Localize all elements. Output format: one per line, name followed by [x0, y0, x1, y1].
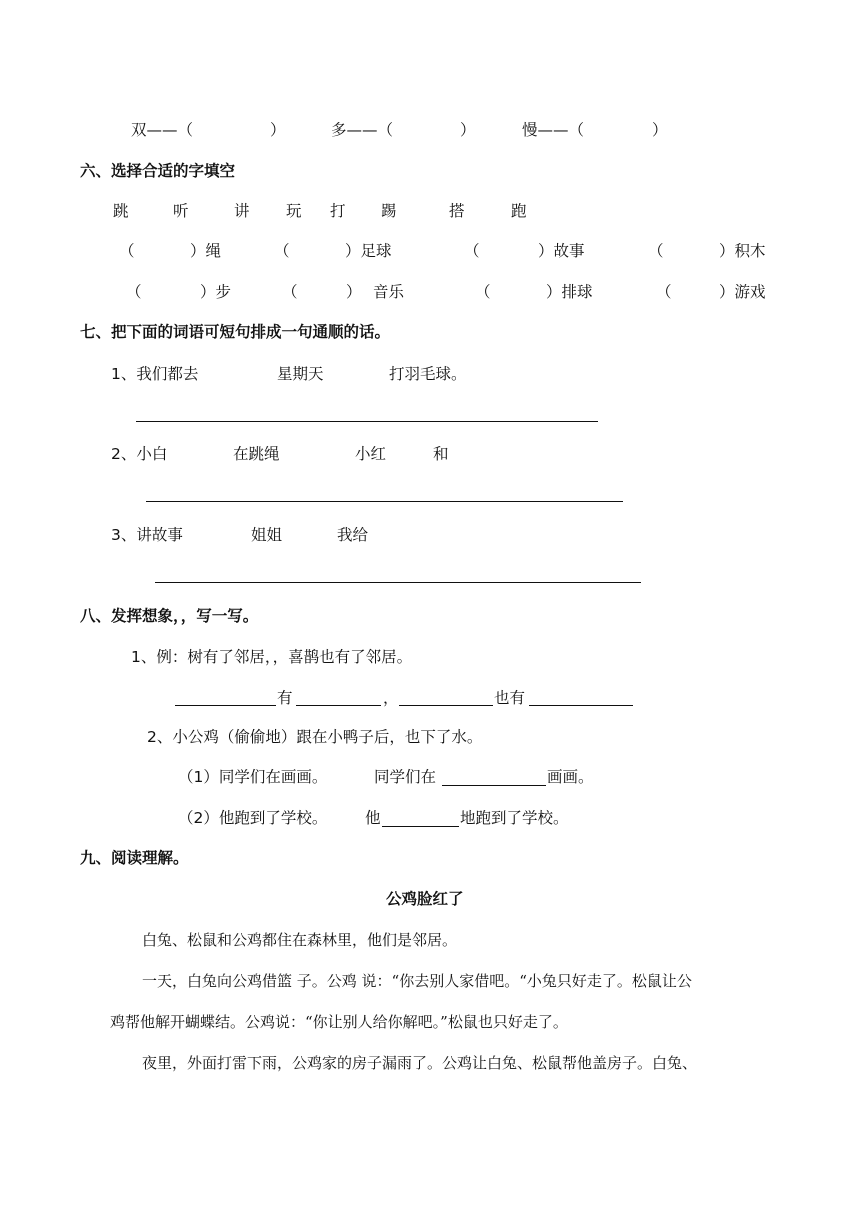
fill-open: （ [126, 283, 142, 301]
sub-suffix: 地跑到了学校。 [460, 809, 569, 827]
sub-prefix: 同学们在 [374, 768, 437, 786]
answer-line-1[interactable] [136, 421, 598, 422]
fill-open: （ [475, 283, 491, 301]
fill-open: （ [282, 283, 298, 301]
char-option: 搭 [449, 202, 465, 220]
section6-title: 六、选择合适的字填空 [80, 162, 236, 180]
answer-line-2[interactable] [146, 501, 623, 502]
fill-open: （ [464, 242, 480, 260]
opposite-2-label: 多——（ [331, 121, 394, 139]
fill-word: ）游戏 [719, 283, 766, 301]
story-paragraph: 夜里，外面打雷下雨，公鸡家的房子漏雨了。公鸡让白兔、松鼠帮他盖房子。白兔、 [142, 1054, 698, 1072]
fill-word: ）排球 [546, 283, 593, 301]
fill-word: 音乐 [373, 283, 405, 301]
section7-title: 七、把下面的词语可短句排成一句通顺的话。 [80, 323, 391, 341]
opposite-3-label: 慢——（ [522, 121, 585, 139]
opposite-1-close: ） [270, 121, 286, 139]
fill-word: ）积木 [719, 242, 766, 260]
blank-connector: 也有 [494, 689, 526, 707]
blank-5[interactable] [442, 785, 546, 786]
phrase: 和 [433, 445, 449, 463]
blank-4[interactable] [529, 705, 633, 706]
opposite-1-label: 双——（ [131, 121, 194, 139]
section9-title: 九、阅读理解。 [80, 849, 189, 867]
example-sentence: 1、例：树有了邻居，，喜鹊也有了邻居。 [131, 648, 413, 666]
fill-open: （ [274, 242, 290, 260]
phrase: 2、小白 [111, 445, 168, 463]
char-option: 玩 [286, 202, 302, 220]
char-option: 讲 [234, 202, 250, 220]
fill-word: ）故事 [538, 242, 585, 260]
phrase: 姐姐 [251, 526, 283, 544]
phrase: 我给 [337, 526, 369, 544]
phrase: 在跳绳 [233, 445, 280, 463]
sub-sentence: （1）同学们在画画。 [178, 768, 328, 786]
blank-connector: ， [383, 689, 399, 707]
story-paragraph: 白兔、松鼠和公鸡都住在森林里，他们是邻居。 [142, 931, 458, 949]
char-option: 跳 [113, 202, 129, 220]
sub-suffix: 画画。 [547, 768, 594, 786]
blank-1[interactable] [175, 705, 276, 706]
phrase: 小红 [355, 445, 387, 463]
phrase: 星期天 [277, 365, 324, 383]
story-paragraph: 鸡帮他解开蝴蝶结。公鸡说：“你让别人给你解吧。”松鼠也只好走了。 [110, 1013, 568, 1031]
char-option: 跑 [511, 202, 527, 220]
answer-line-3[interactable] [155, 582, 641, 583]
fill-word: ）绳 [190, 242, 222, 260]
sub-prefix: 他 [365, 809, 381, 827]
fill-word: ）足球 [345, 242, 392, 260]
char-option: 打 [330, 202, 346, 220]
char-option: 听 [173, 202, 189, 220]
example-sentence: 2、小公鸡（偷偷地）跟在小鸭子后，也下了水。 [147, 728, 483, 746]
char-option: 踢 [381, 202, 397, 220]
phrase: 1、我们都去 [111, 365, 199, 383]
story-paragraph: 一天，白兔向公鸡借篮 子。公鸡 说：“你去别人家借吧。“小兔只好走了。松鼠让公 [142, 972, 692, 990]
blank-6[interactable] [382, 826, 459, 827]
fill-open: （ [119, 242, 135, 260]
sub-sentence: （2）他跑到了学校。 [178, 809, 328, 827]
blank-3[interactable] [399, 705, 493, 706]
blank-connector: 有 [277, 689, 293, 707]
opposite-3-close: ） [652, 121, 668, 139]
fill-close: ） [346, 283, 362, 301]
phrase: 打羽毛球。 [389, 365, 467, 383]
fill-open: （ [656, 283, 672, 301]
phrase: 3、讲故事 [111, 526, 183, 544]
opposite-2-close: ） [460, 121, 476, 139]
fill-word: ）步 [200, 283, 232, 301]
story-title: 公鸡脸红了 [386, 890, 464, 908]
blank-2[interactable] [296, 705, 381, 706]
fill-open: （ [648, 242, 664, 260]
section8-title: 八、发挥想象，，写一写。 [80, 607, 259, 625]
